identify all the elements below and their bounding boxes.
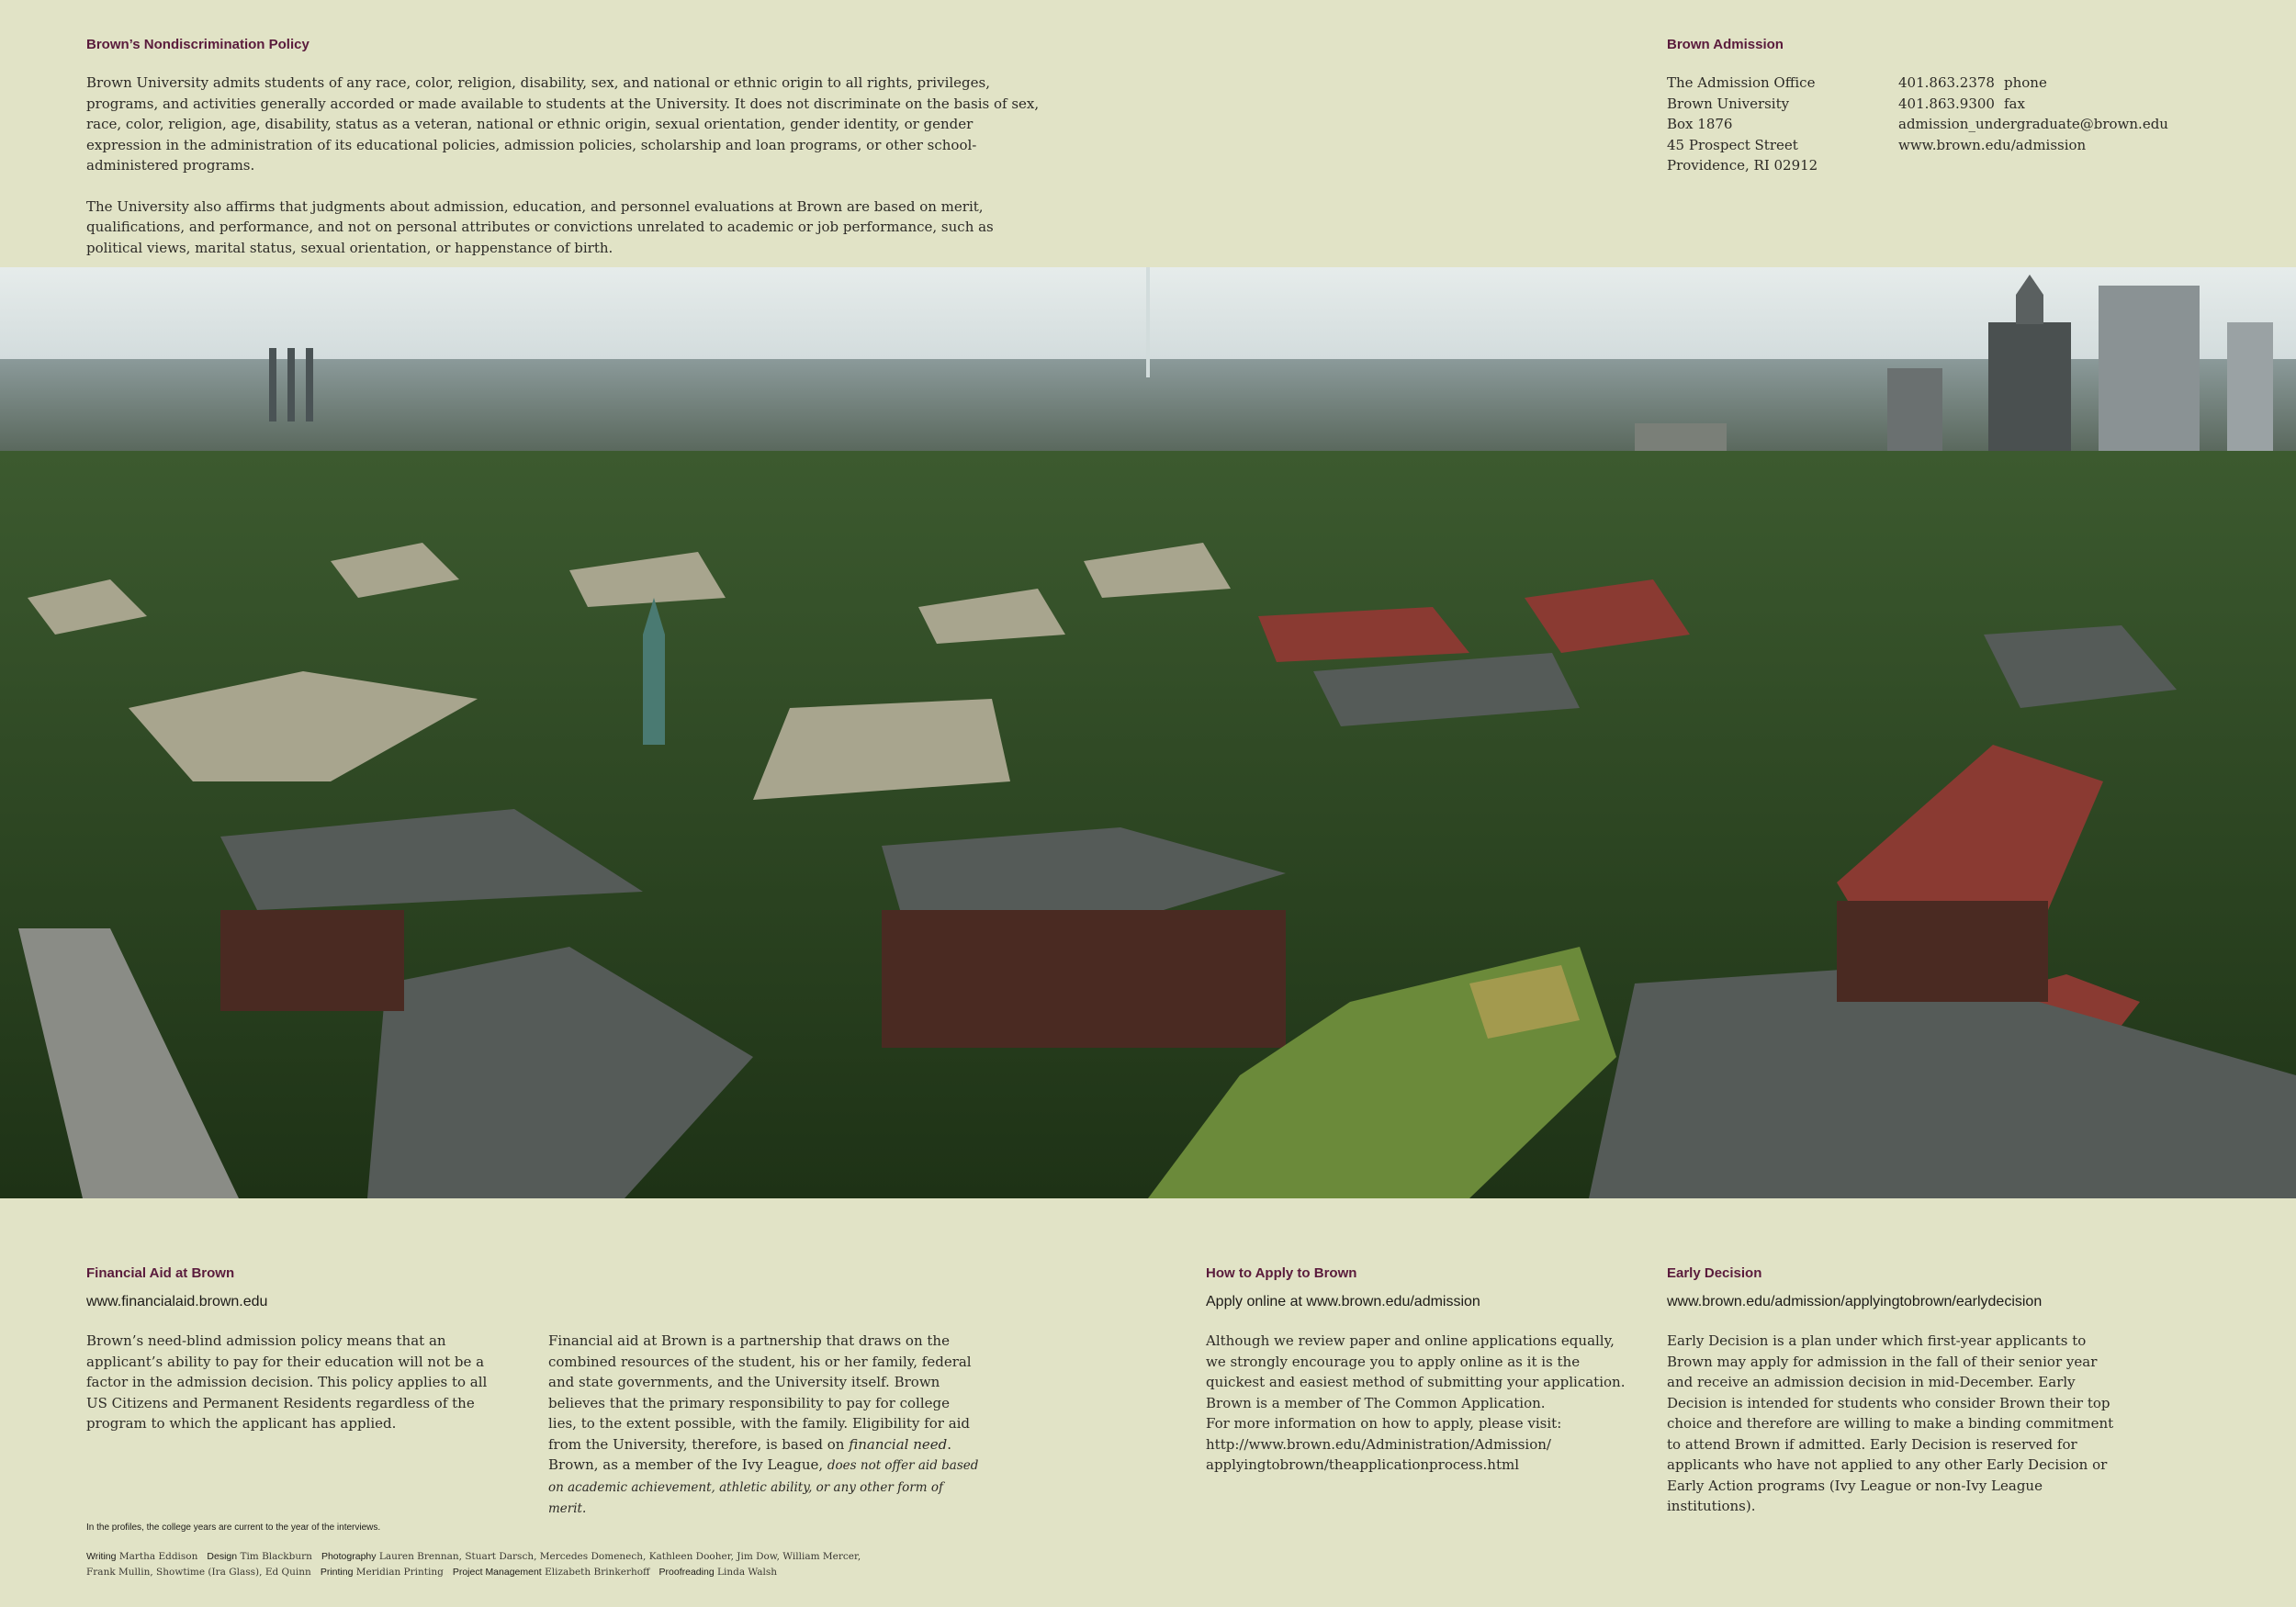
credits-text xyxy=(86,1549,1097,1580)
admission-address xyxy=(1667,73,1898,176)
smokestack xyxy=(269,348,276,421)
link-part-1[interactable]: http://www.brown.edu/Administration/Admission/ xyxy=(1206,1435,1551,1453)
credit-value: Tim Blackburn xyxy=(240,1551,312,1562)
link-part-2[interactable]: applyingtobrown/theapplicationprocess.html xyxy=(1206,1456,1520,1473)
credits-section xyxy=(86,1523,1097,1580)
financial-aid-col2-a: Financial aid at Brown is a partnership that draws on the combined resources of the student, his or her family, federal and state governments, and the University itself. Brown believes that the primary responsibility to pay for college lies, to the extent possible, with the family. Eligibility for aid from the University, therefore, is based on xyxy=(548,1332,972,1453)
credit-value: Lauren Brennan, Stuart Darsch, Mercedes Domenech, Kathleen Dooher, Jim Dow, William Mercer, xyxy=(378,1551,861,1562)
smokestack xyxy=(306,348,313,421)
credit-value: Elizabeth Brinkerhoff xyxy=(545,1567,650,1578)
financial-aid-col1: Brown’s need-blind admission policy means that an applicant’s ability to pay for their education will not be a factor in the admission decision. This policy applies to all US Citizens and Permanent Residents regardless of the program to which the applicant has applied. xyxy=(86,1332,488,1432)
financial-aid-col2 xyxy=(548,1331,980,1520)
phone-number: 401.863.2378 xyxy=(1898,74,1995,91)
fax-line xyxy=(1898,94,2168,115)
credit-label: Printing xyxy=(320,1567,354,1578)
panorama-seam xyxy=(1146,267,1150,377)
tower xyxy=(2099,286,2200,478)
financial-aid-title: Financial Aid at Brown xyxy=(86,1265,235,1281)
credit-value: Martha Eddison xyxy=(118,1551,198,1562)
credits-line-1 xyxy=(86,1549,1097,1565)
admission-web: www.brown.edu/admission xyxy=(1898,136,2087,153)
how-to-apply-body: Although we review paper and online applications equally, we strongly encourage you to apply online as it is the quickest and easiest method of submitting your application. Brown is a member of The Common Application. xyxy=(1206,1332,1626,1411)
profiles-note: In the profiles, the college years are current to the year of the interviews. xyxy=(86,1523,381,1533)
early-decision-url[interactable]: www.brown.edu/admission/applyingtobrown/earlydecision xyxy=(1667,1294,2043,1309)
nondiscrimination-section xyxy=(86,37,1041,278)
how-to-apply-link[interactable] xyxy=(1206,1434,1628,1476)
credit-label: Photography xyxy=(321,1551,377,1562)
financial-aid-section xyxy=(86,1265,1005,1540)
campus-panorama-photo xyxy=(0,267,2296,1198)
phone-line xyxy=(1898,73,2168,94)
how-to-apply-section xyxy=(1206,1265,1628,1476)
fax-label: fax xyxy=(2003,95,2025,112)
financial-aid-col2-b: . Brown, as a member of the Ivy League, xyxy=(548,1435,952,1473)
admission-contact-section xyxy=(1667,37,2255,176)
nondiscrimination-paragraph-1: Brown University admits students of any race, color, religion, disability, sex, and national or ethnic origin to all rights, privileges, programs, and activities generally accorded or made available to students at the University. It does not discriminate on the basis of sex, race, color, religion, age, disability, status as a veteran, national or ethnic origin, sexual orientation, gender identity, or gender expression in the administration of its educational policies, admission policies, scholarship and loan programs, or other school-administered programs. xyxy=(86,74,1040,174)
admission-title: Brown Admission xyxy=(1667,37,1784,52)
campus-panorama-illustration xyxy=(0,267,2296,1198)
admission-contact-details xyxy=(1898,73,2168,176)
credit-label: Design xyxy=(207,1551,238,1562)
how-to-apply-subtitle[interactable]: Apply online at www.brown.edu/admission xyxy=(1206,1294,1480,1309)
credit-value: Meridian Printing xyxy=(355,1567,444,1578)
merit-emphasis: does not offer aid based on academic achievement, athletic ability, or any other form of merit. xyxy=(548,1458,979,1516)
credits-line-2 xyxy=(86,1565,1097,1580)
early-decision-title: Early Decision xyxy=(1667,1265,1762,1281)
address-line: Providence, RI 02912 xyxy=(1667,157,1818,174)
address-line: Box 1876 xyxy=(1667,116,1733,132)
credit-label: Project Management xyxy=(452,1567,542,1578)
address-line: Brown University xyxy=(1667,95,1790,112)
nondiscrimination-paragraph-2: The University also affirms that judgments about admission, education, and personnel evaluations at Brown are based on merit, qualifications, and performance, and not on personal attributes or convictions unrelated to academic or job performance, such as political views, marital status, sexual orientation, or happenstance of birth. xyxy=(86,197,994,256)
credit-value: Frank Mullin, Showtime (Ira Glass), Ed Quinn xyxy=(86,1567,311,1578)
admission-email: admission_undergraduate@brown.edu xyxy=(1898,116,2168,132)
smokestack xyxy=(287,348,295,421)
early-decision-body: Early Decision is a plan under which first-year applicants to Brown may apply for admission in the fall of their senior year and receive an admission decision in mid-December. Early Decision is intended for students who consider Brown their top choice and therefore are willing to make a binding commitment to attend Brown if admitted. Early Decision is reserved for applicants who have not applied to any other Early Decision or Early Action programs (Ivy League or non-Ivy League institutions). xyxy=(1667,1332,2114,1514)
credit-label: Writing xyxy=(86,1551,117,1562)
fax-number: 401.863.9300 xyxy=(1898,95,1995,112)
phone-label: phone xyxy=(2003,74,2047,91)
address-line: 45 Prospect Street xyxy=(1667,136,1798,153)
financial-aid-columns xyxy=(86,1331,1005,1540)
credit-label: Proofreading xyxy=(658,1567,715,1578)
credit-value: Linda Walsh xyxy=(717,1567,778,1578)
nondiscrimination-title: Brown’s Nondiscrimination Policy xyxy=(86,37,310,52)
early-decision-section xyxy=(1667,1265,2126,1537)
financial-need-emphasis: financial need xyxy=(849,1435,948,1453)
how-to-apply-title: How to Apply to Brown xyxy=(1206,1265,1357,1281)
address-line: The Admission Office xyxy=(1667,74,1816,91)
how-to-apply-more-info: For more information on how to apply, please visit: xyxy=(1206,1415,1562,1432)
financial-aid-url[interactable]: www.financialaid.brown.edu xyxy=(86,1294,268,1309)
